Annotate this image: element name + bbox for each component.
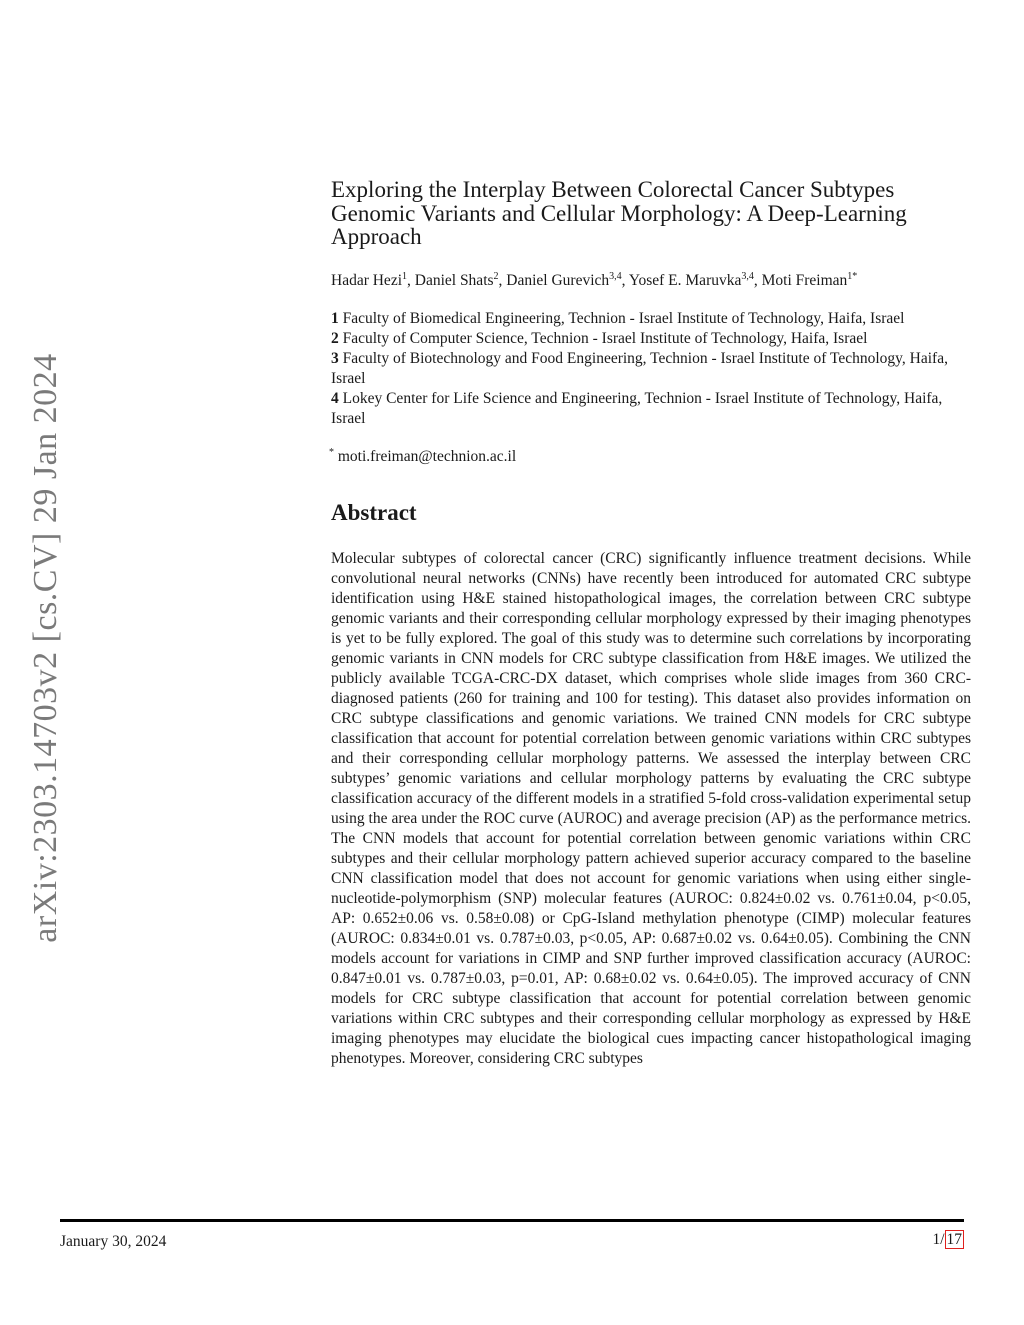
author-affiliation-mark: 2	[493, 270, 499, 282]
paper-content	[331, 178, 971, 1069]
arxiv-identifier-stamp: arXiv:2303.14703v2 [cs.CV] 29 Jan 2024	[27, 353, 64, 943]
affiliation-text: Faculty of Computer Science, Technion - Israel Institute of Technology, Haifa, Israel	[342, 329, 868, 347]
author-separator: ,	[498, 271, 507, 289]
affiliation-item	[331, 329, 971, 349]
affiliation-text: Faculty of Biomedical Engineering, Technion - Israel Institute of Technology, Haifa, Israel	[342, 309, 905, 327]
affiliation-number: 1	[331, 309, 339, 327]
author-separator: ,	[407, 271, 415, 289]
abstract-text: Molecular subtypes of colorectal cancer (CRC) significantly influence treatment decisions. While convolutional neural networks (CNNs) have recently been introduced for automated CRC subtype identification using H&E stained histopathological images, the correlation between CRC subtype genomic variants and their corresponding cellular morphology expressed by their imaging phenotypes is yet to be fully explored. The goal of this study was to determine such correlations by incorporating genomic variants in CNN models for CRC subtype classification from H&E images. We utilized the publicly available TCGA-CRC-DX dataset, which comprises whole slide images from 360 CRC-diagnosed patients (260 for training and 100 for testing). This dataset also provides information on CRC subtype classifications and genomic variations. We trained CNN models for CRC subtype classification that account for potential correlation between genomic variations within CRC subtypes and their corresponding cellular morphology patterns. We assessed the interplay between CRC subtypes’ genomic variations and cellular morphology patterns by evaluating the CRC subtype classification accuracy of the different models in a stratified 5-fold cross-validation experimental setup using the area under the ROC curve (AUROC) and average precision (AP) as the performance metrics. The CNN models that account for potential correlation between genomic variations within CRC subtypes and their cellular morphology pattern achieved superior accuracy compared to the baseline CNN classification model that does not account for genomic variations when using either single-nucleotide-polymorphism (SNP) molecular features (AUROC: 0.824±0.02 vs. 0.761±0.04, p<0.05, AP: 0.652±0.06 vs. 0.58±0.08) or CpG-Island methylation phenotype (CIMP) molecular features (AUROC: 0.834±0.01 vs. 0.787±0.03, p<0.05, AP: 0.687±0.02 vs. 0.64±0.05). Combining the CNN models account for variations in CIMP and SNP further improved classification accuracy (AUROC: 0.847±0.01 vs. 0.787±0.03, p=0.01, AP: 0.68±0.02 vs. 0.64±0.05). The improved accuracy of CNN models for CRC subtype classification that account for potential correlation between genomic variations within CRC subtypes and their corresponding cellular morphology as expressed by H&E imaging phenotypes may elucidate the biological cues impacting cancer histopathological imaging phenotypes. Moreover, considering CRC subtypes	[331, 549, 971, 1067]
footer-divider	[60, 1219, 964, 1222]
title-line: Genomic Variants and Cellular Morphology: A Deep-Learning	[331, 200, 907, 226]
page-number	[932, 1231, 964, 1249]
author-affiliation-mark: 1*	[847, 270, 858, 282]
author-name: Yosef E. Maruvka	[628, 271, 742, 289]
affiliation-item	[331, 389, 971, 429]
page-separator: /	[940, 1231, 945, 1248]
affiliation-number: 2	[331, 329, 339, 347]
page-total-link[interactable]: 17	[946, 1231, 962, 1248]
paper-title	[331, 178, 971, 249]
author-separator: ,	[753, 271, 762, 289]
author-name: Moti Freiman	[761, 271, 848, 289]
author-name: Daniel Gurevich	[506, 271, 610, 289]
author-separator: ,	[621, 271, 629, 289]
author-list	[331, 271, 971, 291]
author-name: Hadar Hezi	[331, 271, 402, 289]
title-line: Approach	[331, 224, 422, 249]
affiliation-number: 4	[331, 389, 339, 407]
footer-date: January 30, 2024	[60, 1233, 167, 1250]
email-address[interactable]: moti.freiman@technion.ac.il	[337, 447, 517, 465]
affiliation-item	[331, 349, 971, 389]
author-affiliation-mark: 3,4	[609, 270, 622, 282]
abstract-heading: Abstract	[331, 499, 417, 525]
author-affiliation-mark: 1	[402, 270, 407, 282]
author-name: Daniel Shats	[414, 271, 494, 289]
affiliation-number: 3	[331, 349, 339, 367]
affiliation-list	[331, 309, 971, 429]
page-current: 1	[932, 1231, 941, 1248]
author-affiliation-mark: 3,4	[741, 270, 754, 282]
affiliation-item	[331, 309, 971, 329]
corresponding-mark: *	[329, 446, 334, 458]
affiliation-text: Faculty of Biotechnology and Food Engineering, Technion - Israel Institute of Technology, Haifa, Israel	[331, 349, 948, 387]
corresponding-email	[329, 447, 971, 467]
title-line: Exploring the Interplay Between Colorectal Cancer Subtypes	[331, 177, 895, 202]
affiliation-text: Lokey Center for Life Science and Engineering, Technion - Israel Institute of Technology, Haifa, Israel	[331, 389, 943, 427]
